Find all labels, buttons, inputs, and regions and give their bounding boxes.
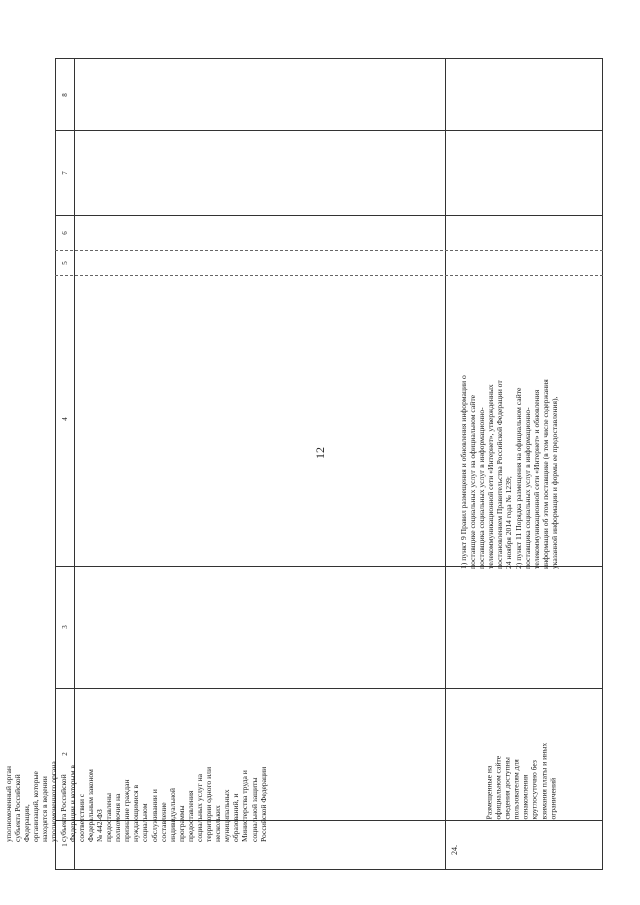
column-header-4: 4: [61, 417, 69, 421]
row-24-number: 24.: [450, 845, 459, 855]
table-border-top: [55, 58, 603, 59]
row-24-col2-text: Размещенные на официальном сайте сведения доступны пользователям для ознакомления круглосуточно без взимания платы и иных ограничений: [484, 742, 558, 820]
col-sep-7-8: [55, 130, 603, 131]
col-sep-4-5: [55, 275, 603, 276]
column-header-7: 7: [61, 171, 69, 175]
continuation-col2-text: уполномоченный орган субъекта Российской Федерации, организаций, которые находятся в ведении уполномоченного органа субъекта Российской Федерации и которым в соответствии с Федеральным законом № 442-ФЗ предоставлены полномочия на признание граждан нуждающимися в социальном обслуживании и составление индивидуальной программы предоставления социальных услуг на территории одного или нескольких муниципальных образований, и Министерства труда и социальной защиты Российской Федерации: [4, 761, 268, 842]
row-separator: [445, 58, 446, 870]
table-border-bottom: [55, 869, 603, 870]
row-24-col4-text: 1) пункт 9 Правил размещения и обновления информации о поставщике социальных услуг на официальном сайте поставщика социальных услуг в информационно- телекоммуникационной сети «Интернет», утвержденных постановлением Правительства Российской Федерации от 24 ноября 2014 года № 1239; 2) пункт 11 Порядка размещения на официальном сайте поставщика социальных услуг в информационно- телекоммуникационной сети «Интернет» и обновления информации об этом поставщике (в том числе содержания указанной информации и формы ее предоставления),: [459, 375, 559, 569]
column-header-5: 5: [61, 261, 69, 265]
page-number: 12: [313, 447, 327, 459]
column-header-2: 2: [61, 752, 69, 756]
column-header-1: 1: [61, 843, 69, 847]
col-sep-5-6: [55, 250, 603, 251]
column-header-6: 6: [61, 231, 69, 235]
col-sep-2-3: [55, 688, 603, 689]
col-sep-6-7: [55, 215, 603, 216]
column-header-3: 3: [61, 625, 69, 629]
table-border-right: [602, 58, 603, 870]
column-header-8: 8: [61, 93, 69, 97]
